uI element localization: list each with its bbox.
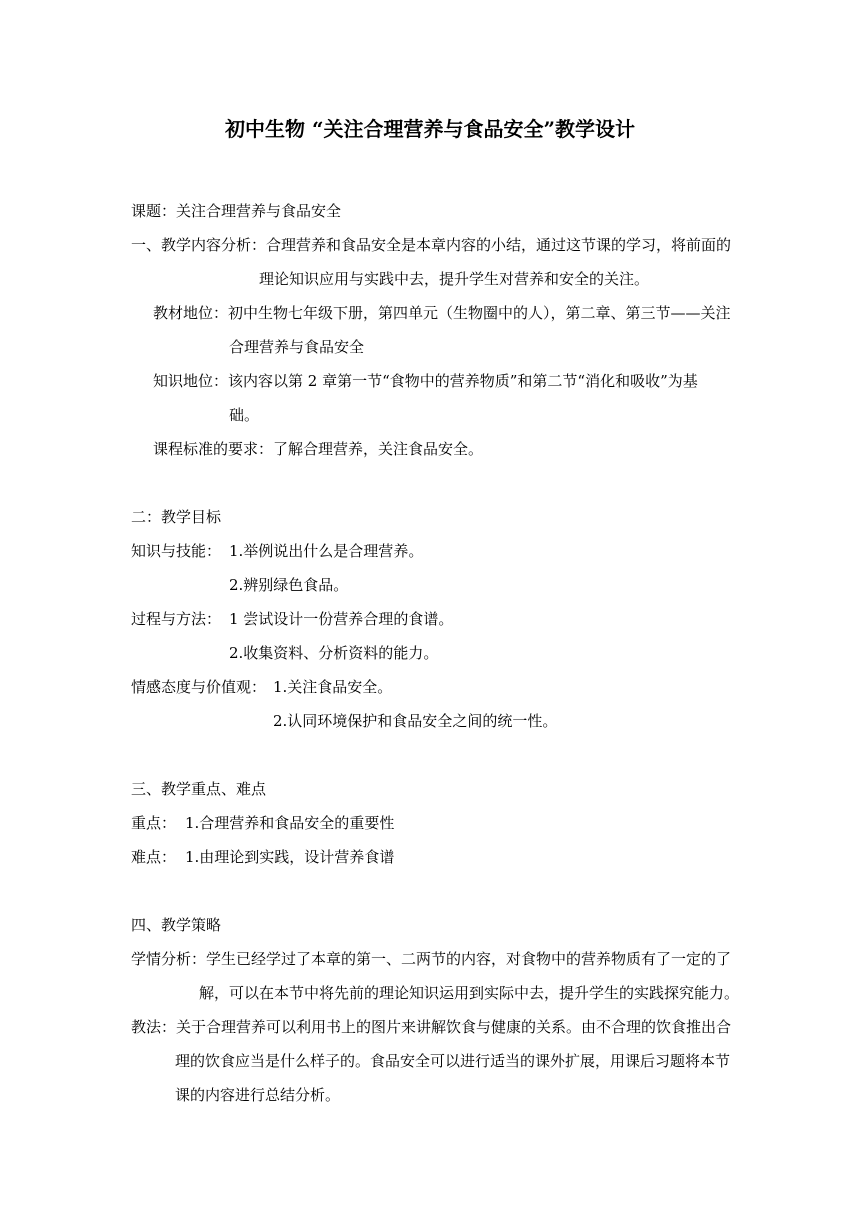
- strategy-heading: 四、教学策略: [131, 916, 222, 934]
- attitude-label: 情感态度与价值观：: [131, 678, 267, 696]
- content-analysis-heading: 一、教学内容分析：: [131, 236, 267, 254]
- teaching-method-text-1: 关于合理营养可以利用书上的图片来讲解饮食与健康的关系。由不合理的饮食推出合: [176, 1018, 732, 1036]
- key-point-label: 重点：: [131, 814, 177, 832]
- attitude-item-1: 1.关注食品安全。: [273, 678, 393, 696]
- teaching-method-text-2: 理的饮食应当是什么样子的。食品安全可以进行适当的课外扩展，用课后习题将本节: [175, 1052, 731, 1070]
- process-item-2: 2.收集资料、分析资料的能力。: [229, 644, 439, 662]
- difficult-point-text: 1.由理论到实践，设计营养食谱: [185, 848, 395, 866]
- teaching-method-line-1: [131, 1010, 731, 1044]
- attitude-item-2: 2.认同环境保护和食品安全之间的统一性。: [273, 712, 558, 730]
- teaching-goals-heading: 二：教学目标: [131, 508, 222, 526]
- knowledge-position-text-1: 该内容以第 2 章第一节“食物中的营养物质”和第二节“消化和吸收”为基: [228, 372, 698, 390]
- knowledge-position-text-2: 础。: [229, 406, 260, 424]
- skills-item-2: 2.辨别绿色食品。: [229, 576, 349, 594]
- topic-line: 课题：关注合理营养与食品安全: [131, 202, 342, 220]
- learner-analysis-text-1: 学生已经学过了本章的第一、二两节的内容，对食物中的营养物质有了一定的了: [206, 950, 732, 968]
- knowledge-position-label: 知识地位：: [153, 372, 229, 390]
- difficult-point-label: 难点：: [131, 848, 177, 866]
- content-analysis-line-1: [131, 228, 731, 262]
- skills-item-1: 1.举例说出什么是合理营养。: [229, 542, 424, 560]
- key-point-text: 1.合理营养和食品安全的重要性: [185, 814, 395, 832]
- content-analysis-text-2: 理论知识应用与实践中去，提升学生对营养和安全的关注。: [259, 270, 650, 288]
- skills-label: 知识与技能：: [131, 542, 222, 560]
- learner-analysis-line-1: [131, 942, 731, 976]
- document-title: 初中生物 “关注合理营养与食品安全”教学设计: [225, 117, 635, 141]
- process-label: 过程与方法：: [131, 610, 222, 628]
- material-position-label: 教材地位：: [153, 304, 229, 322]
- learner-analysis-label: 学情分析：: [131, 950, 207, 968]
- learner-analysis-text-2: 解，可以在本节中将先前的理论知识运用到实际中去，提升学生的实践探究能力。: [199, 984, 740, 1002]
- key-points-heading: 三、教学重点、难点: [131, 780, 267, 798]
- material-position-text-2: 合理营养与食品安全: [229, 338, 365, 356]
- teaching-method-label: 教法：: [131, 1018, 177, 1036]
- knowledge-position-line-1: [153, 364, 698, 398]
- content-analysis-text-1: 合理营养和食品安全是本章内容的小结，通过这节课的学习，将前面的: [266, 236, 732, 254]
- material-position-text-1: 初中生物七年级下册，第四单元（生物圈中的人），第二章、第三节——关注: [228, 304, 731, 322]
- material-position-line-1: [153, 296, 731, 330]
- curriculum-standard: 课程标准的要求：了解合理营养，关注食品安全。: [153, 440, 484, 458]
- process-item-1: 1 尝试设计一份营养合理的食谱。: [229, 610, 454, 628]
- teaching-method-text-3: 课的内容进行总结分析。: [175, 1086, 341, 1104]
